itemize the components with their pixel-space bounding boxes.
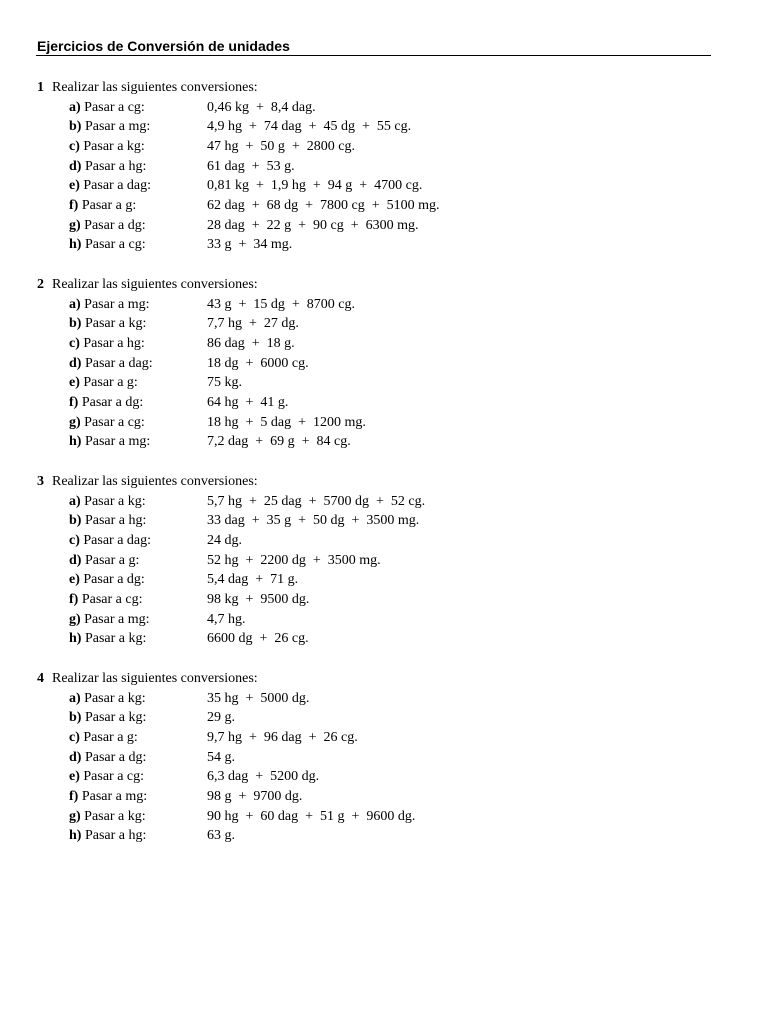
item-instruction: Pasar a dag: <box>83 178 152 194</box>
item-letter: e) <box>69 572 80 588</box>
exercise-item <box>69 570 145 590</box>
item-instruction: Pasar a cg: <box>84 414 145 430</box>
title-underline <box>36 55 711 56</box>
exercise-item <box>69 590 142 610</box>
item-values: 33 dag + 35 g + 50 dg + 3500 mg. <box>207 513 420 529</box>
item-values: 86 dag + 18 g. <box>207 335 295 351</box>
exercise-item <box>69 492 146 512</box>
item-letter: d) <box>69 552 82 568</box>
item-letter: a) <box>69 493 81 509</box>
item-values: 62 dag + 68 dg + 7800 cg + 5100 mg. <box>207 198 440 213</box>
item-instruction: Pasar a cg: <box>83 769 145 785</box>
exercise-item <box>69 432 150 452</box>
item-letter: d) <box>69 749 82 765</box>
item-letter: e) <box>69 769 80 785</box>
item-letter: b) <box>69 316 82 332</box>
exercise-item <box>69 373 138 393</box>
exercise-item <box>69 610 150 630</box>
section-number: 1 <box>37 80 44 95</box>
exercise-item <box>69 413 145 433</box>
exercise-item <box>69 787 147 807</box>
item-instruction: Pasar a g: <box>84 552 140 568</box>
item-values: 29 g. <box>207 710 235 726</box>
exercise-item <box>69 531 151 551</box>
item-values: 35 hg + 5000 dg. <box>207 690 310 706</box>
item-letter: g) <box>69 217 81 233</box>
item-values: 64 hg + 41 g. <box>207 395 289 410</box>
item-letter: a) <box>69 690 81 706</box>
item-instruction: Pasar a hg: <box>84 828 147 844</box>
item-letter: c) <box>69 532 80 548</box>
item-instruction: Pasar a cg: <box>81 592 143 607</box>
item-values: 5,4 dag + 71 g. <box>207 572 299 588</box>
item-values: 43 g + 15 dg + 8700 cg. <box>207 296 356 312</box>
item-instruction: Pasar a cg: <box>84 99 145 115</box>
item-instruction: Pasar a dg: <box>81 395 144 410</box>
item-instruction: Pasar a kg: <box>84 316 147 332</box>
item-values: 52 hg + 2200 dg + 3500 mg. <box>207 552 381 568</box>
exercise-item <box>69 689 146 709</box>
item-letter: e) <box>69 178 80 194</box>
item-values: 24 dg. <box>207 532 242 548</box>
item-letter: b) <box>69 119 82 135</box>
section-heading-text: Realizar las siguientes conversiones: <box>52 671 258 686</box>
item-instruction: Pasar a dag: <box>83 532 152 548</box>
exercise-item <box>69 117 150 137</box>
item-values: 5,7 hg + 25 dag + 5700 dg + 52 cg. <box>207 493 426 509</box>
item-values: 98 g + 9700 dg. <box>207 789 303 804</box>
item-letter: g) <box>69 414 81 430</box>
item-letter: d) <box>69 158 82 174</box>
section-number: 3 <box>37 474 44 489</box>
item-values: 4,7 hg. <box>207 611 246 627</box>
item-letter: g) <box>69 808 81 824</box>
item-letter: b) <box>69 513 82 529</box>
item-instruction: Pasar a kg: <box>84 690 146 706</box>
item-values: 54 g. <box>207 749 235 765</box>
section-number: 2 <box>37 277 44 292</box>
exercise-item <box>69 314 146 334</box>
exercise-item <box>69 235 146 255</box>
item-values: 63 g. <box>207 828 235 844</box>
item-instruction: Pasar a kg: <box>84 493 146 509</box>
item-values: 7,7 hg + 27 dg. <box>207 316 299 332</box>
item-instruction: Pasar a kg: <box>84 631 147 647</box>
item-letter: h) <box>69 631 82 647</box>
exercise-item <box>69 511 146 531</box>
item-letter: h) <box>69 828 82 844</box>
item-instruction: Pasar a mg: <box>84 296 150 312</box>
exercise-item <box>69 334 145 354</box>
item-letter: c) <box>69 729 80 745</box>
item-instruction: Pasar a hg: <box>84 158 147 174</box>
item-letter: f) <box>69 395 79 410</box>
item-letter: c) <box>69 138 80 154</box>
section-number: 4 <box>37 671 44 686</box>
exercise-item <box>69 393 143 413</box>
item-instruction: Pasar a kg: <box>84 710 147 726</box>
item-values: 9,7 hg + 96 dag + 26 cg. <box>207 729 358 745</box>
item-instruction: Pasar a dg: <box>83 572 145 588</box>
exercise-item <box>69 826 146 846</box>
item-instruction: Pasar a g: <box>83 729 138 745</box>
exercise-item <box>69 176 151 196</box>
exercise-item <box>69 629 146 649</box>
item-instruction: Pasar a dag: <box>84 355 153 371</box>
item-instruction: Pasar a hg: <box>84 513 147 529</box>
item-values: 98 kg + 9500 dg. <box>207 592 310 607</box>
item-values: 33 g + 34 mg. <box>207 237 293 253</box>
item-instruction: Pasar a mg: <box>81 789 148 804</box>
item-values: 18 hg + 5 dag + 1200 mg. <box>207 414 366 430</box>
item-values: 6,3 dag + 5200 dg. <box>207 769 320 785</box>
item-letter: c) <box>69 335 80 351</box>
item-letter: g) <box>69 611 81 627</box>
item-letter: a) <box>69 99 81 115</box>
item-instruction: Pasar a dg: <box>84 217 146 233</box>
item-instruction: Pasar a hg: <box>83 335 145 351</box>
item-values: 0,81 kg + 1,9 hg + 94 g + 4700 cg. <box>207 178 423 194</box>
item-instruction: Pasar a kg: <box>84 808 146 824</box>
item-values: 90 hg + 60 dag + 51 g + 9600 dg. <box>207 808 416 824</box>
exercise-item <box>69 807 146 827</box>
item-instruction: Pasar a dg: <box>84 749 147 765</box>
section-heading-text: Realizar las siguientes conversiones: <box>52 474 258 489</box>
item-values: 7,2 dag + 69 g + 84 cg. <box>207 434 351 450</box>
item-instruction: Pasar a mg: <box>84 611 150 627</box>
item-letter: d) <box>69 355 82 371</box>
item-instruction: Pasar a g: <box>81 198 137 213</box>
exercise-item <box>69 354 153 374</box>
item-values: 28 dag + 22 g + 90 cg + 6300 mg. <box>207 217 419 233</box>
item-instruction: Pasar a kg: <box>83 138 145 154</box>
item-letter: a) <box>69 296 81 312</box>
item-letter: f) <box>69 198 79 213</box>
section-heading <box>37 275 258 295</box>
exercise-item <box>69 98 145 118</box>
item-values: 6600 dg + 26 cg. <box>207 631 309 647</box>
exercise-item <box>69 551 139 571</box>
item-letter: f) <box>69 592 79 607</box>
item-letter: h) <box>69 237 82 253</box>
exercise-item <box>69 767 144 787</box>
item-values: 47 hg + 50 g + 2800 cg. <box>207 138 356 154</box>
section-heading <box>37 78 258 98</box>
exercise-item <box>69 728 138 748</box>
item-instruction: Pasar a mg: <box>84 119 151 135</box>
exercise-item <box>69 748 146 768</box>
exercise-item <box>69 137 145 157</box>
exercise-item <box>69 295 150 315</box>
section-heading-text: Realizar las siguientes conversiones: <box>52 277 258 292</box>
item-values: 0,46 kg + 8,4 dag. <box>207 99 316 115</box>
exercise-item <box>69 196 136 216</box>
section-heading <box>37 472 258 492</box>
exercise-item <box>69 157 146 177</box>
document-title: Ejercicios de Conversión de unidades <box>37 38 290 54</box>
item-values: 75 kg. <box>207 375 242 391</box>
item-values: 18 dg + 6000 cg. <box>207 355 309 371</box>
item-letter: b) <box>69 710 82 726</box>
item-letter: e) <box>69 375 80 391</box>
item-letter: f) <box>69 789 79 804</box>
item-instruction: Pasar a mg: <box>84 434 151 450</box>
section-heading <box>37 669 258 689</box>
item-instruction: Pasar a g: <box>83 375 138 391</box>
item-letter: h) <box>69 434 82 450</box>
item-values: 4,9 hg + 74 dag + 45 dg + 55 cg. <box>207 119 412 135</box>
exercise-item <box>69 216 146 236</box>
item-values: 61 dag + 53 g. <box>207 158 295 174</box>
exercise-item <box>69 708 146 728</box>
section-heading-text: Realizar las siguientes conversiones: <box>52 80 258 95</box>
item-instruction: Pasar a cg: <box>84 237 146 253</box>
